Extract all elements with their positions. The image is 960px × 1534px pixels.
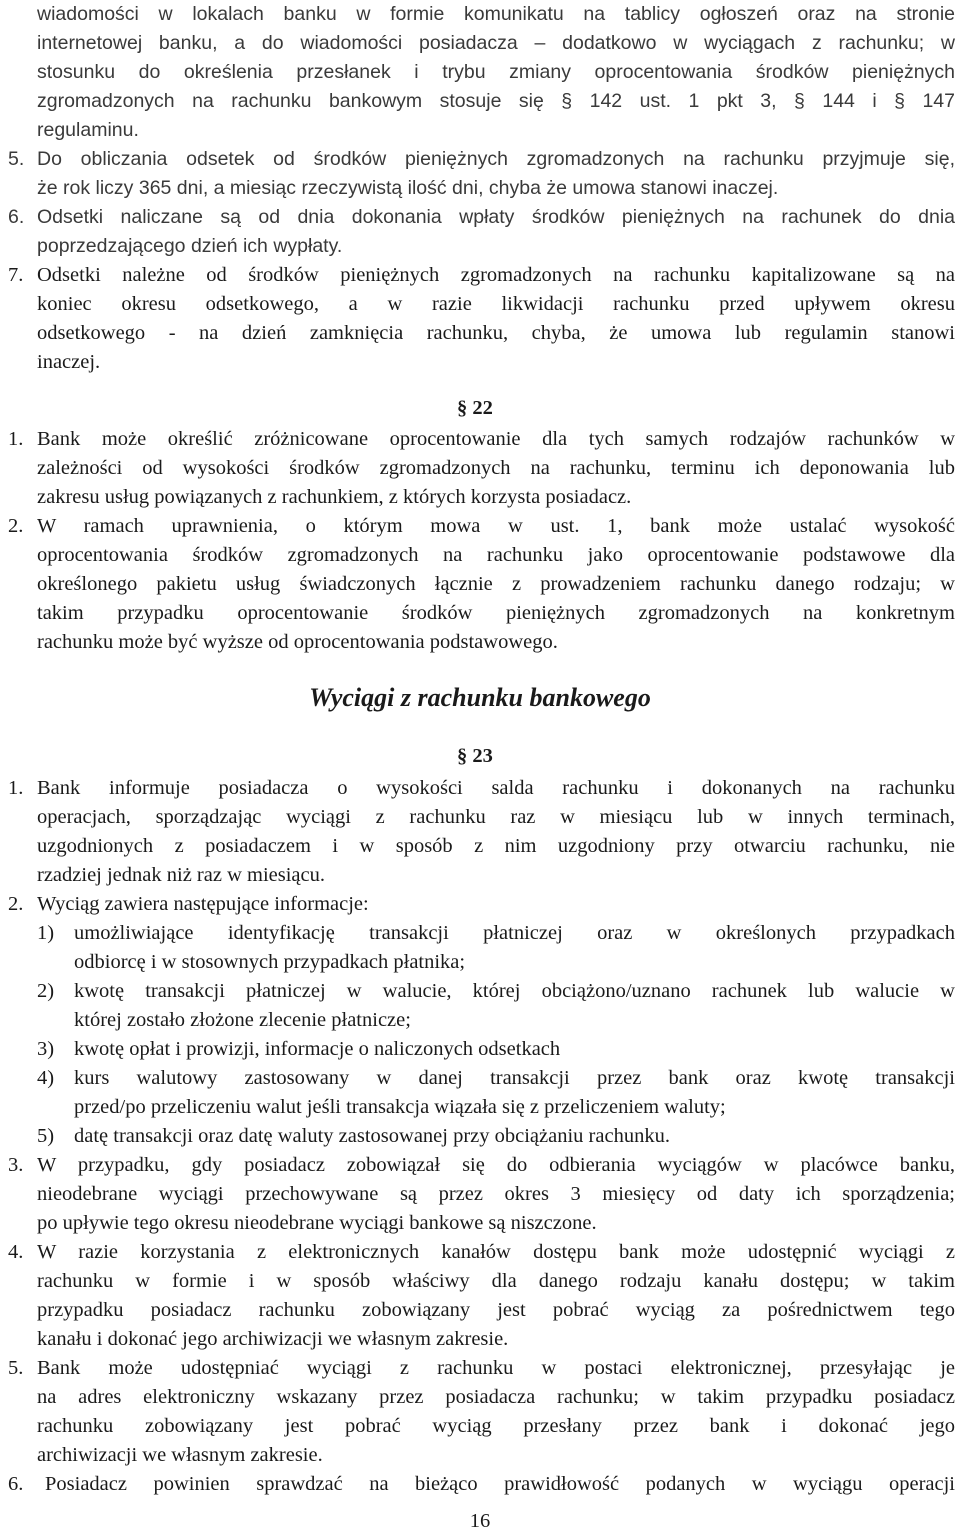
list-number: 1) [37, 922, 55, 944]
text-line: internetowej banku, a do wiadomości posiadacza – dodatkowo w wyciągach z rachunku; w [37, 32, 955, 54]
text-line: kurs walutowy zastosowany w danej transakcji przez bank oraz kwotę transakcji [74, 1067, 955, 1089]
text-line: oprocentowania środków zgromadzonych na rachunku jako oprocentowanie podstawowe dla [37, 544, 955, 566]
text-line: kanału i dokonać jego archiwizacji we własnym zakresie. [37, 1328, 509, 1350]
text-line: zgromadzonych na rachunku bankowym stosuje się § 142 ust. 1 pkt 3, § 144 i § 147 [37, 90, 955, 112]
text-line: po upływie tego okresu nieodebrane wyciągi bankowe są niszczone. [37, 1212, 597, 1234]
item-number: 5. [8, 148, 25, 170]
text-line: Odsetki należne od środków pieniężnych zgromadzonych na rachunku kapitalizowane są na [37, 264, 955, 286]
text-line: Bank może udostępniać wyciągi z rachunku w postaci elektronicznej, przesyłając je [37, 1357, 955, 1379]
text-line: Bank może określić zróżnicowane oprocentowanie dla tych samych rodzajów rachunków w [37, 428, 955, 450]
text-line: Bank informuje posiadacza o wysokości salda rachunku i dokonanych na rachunku [37, 777, 955, 799]
list-number: 5) [37, 1125, 55, 1147]
text-line: stosunku do określenia przesłanek i trybu zmiany oprocentowania środków pieniężnych [37, 61, 955, 83]
text-line: zależności od wysokości środków zgromadzonych na rachunku, terminu ich deponowania lub [37, 457, 955, 479]
text-line: zakresu usług powiązanych z rachunkiem, z których korzysta posiadacz. [37, 486, 632, 508]
text-line: W przypadku, gdy posiadacz zobowiązał się do odbierania wyciągów w placówce banku, [37, 1154, 955, 1176]
text-line: W ramach uprawnienia, o którym mowa w ust. 1, bank może ustalać wysokość [37, 515, 955, 537]
text-line: przed/po przeliczeniu walut jeśli transakcja wiązała się z przeliczeniem waluty; [74, 1096, 726, 1118]
text-line: Posiadacz powinien sprawdzać na bieżąco prawidłowość podanych w wyciągu operacji [45, 1473, 955, 1495]
item-number: 5. [8, 1357, 24, 1379]
text-line: nieodebrane wyciągi przechowywane są przez okres 3 miesięcy od daty ich sporządzenia; [37, 1183, 955, 1205]
text-line: datę transakcji oraz datę waluty zastosowanej przy obciążaniu rachunku. [74, 1125, 670, 1147]
text-line: umożliwiające identyfikację transakcji płatniczej oraz w określonych przypadkach [74, 922, 955, 944]
text-line: operacjach, sporządzając wyciągi z rachunku raz w miesiącu lub w innych terminach, [37, 806, 955, 828]
list-number: 2) [37, 980, 55, 1002]
text-line: W razie korzystania z elektronicznych kanałów dostępu bank może udostępnić wyciągi z [37, 1241, 955, 1263]
text-line: odbiorcę i w stosownych przypadkach płatnika; [74, 951, 466, 973]
text-line: Do obliczania odsetek od środków pieniężnych zgromadzonych na rachunku przyjmuje się, [37, 148, 955, 170]
text-line: że rok liczy 365 dni, a miesiąc rzeczywistą ilość dni, chyba że umowa stanowi inaczej. [37, 177, 779, 199]
list-number: 3) [37, 1038, 55, 1060]
text-line: której zostało złożone zlecenie płatnicze; [74, 1009, 411, 1031]
text-line: inaczej. [37, 351, 101, 373]
text-line: odsetkowego - na dzień zamknięcia rachunku, chyba, że umowa lub regulamin stanowi [37, 322, 955, 344]
item-number: 6. [8, 206, 25, 228]
list-number: 4) [37, 1067, 55, 1089]
text-line: kwotę transakcji płatniczej w walucie, której obciążono/uznano rachunek lub walucie w [74, 980, 955, 1002]
item-number: 6. [8, 1473, 24, 1495]
chapter-heading: Wyciągi z rachunku bankowego [309, 683, 651, 712]
text-line: archiwizacji we własnym zakresie. [37, 1444, 323, 1466]
text-line: rzadziej jednak niż raz w miesiącu. [37, 864, 325, 886]
text-line: rachunku zobowiązany jest pobrać wyciąg przesłany przez bank i dokonać jego [37, 1415, 955, 1437]
item-number: 2. [8, 893, 24, 915]
text-line: określonego pakietu usług świadczonych łącznie z prowadzeniem rachunku danego rodzaju; w [37, 573, 955, 595]
text-line: koniec okresu odsetkowego, a w razie likwidacji rachunku przed upływem okresu [37, 293, 955, 315]
section-title: § 23 [457, 745, 493, 767]
text-line: wiadomości w lokalach banku w formie komunikatu na tablicy ogłoszeń oraz na stronie [37, 3, 955, 25]
text-line: regulaminu. [37, 119, 139, 141]
text-line: rachunku w formie i w sposób właściwy dla danego rodzaju kanału dostępu; w takim [37, 1270, 955, 1292]
text-line: na adres elektroniczny wskazany przez posiadacza rachunku; w takim przypadku posiadacz [37, 1386, 955, 1408]
text-line: uzgodnionych z posiadaczem i w sposób z nim uzgodniony przy otwarciu rachunku, nie [37, 835, 955, 857]
section-title: § 22 [457, 397, 493, 419]
text-line: poprzedzającego dzień ich wypłaty. [37, 235, 343, 257]
item-number: 1. [8, 777, 24, 799]
page-number: 16 [469, 1510, 491, 1532]
item-number: 4. [8, 1241, 24, 1263]
text-line: rachunku może być wyższe od oprocentowania podstawowego. [37, 631, 558, 653]
item-number: 7. [8, 264, 24, 286]
text-line: przypadku posiadacz rachunku zobowiązany jest pobrać wyciąg za pośrednictwem tego [37, 1299, 955, 1321]
text-line: kwotę opłat i prowizji, informacje o naliczonych odsetkach [74, 1038, 561, 1060]
text-line: Odsetki naliczane są od dnia dokonania wpłaty środków pieniężnych na rachunek do dnia [37, 206, 955, 228]
item-number: 3. [8, 1154, 24, 1176]
text-line: takim przypadku oprocentowanie środków pieniężnych zgromadzonych na konkretnym [37, 602, 955, 624]
item-number: 2. [8, 515, 24, 537]
text-line: Wyciąg zawiera następujące informacje: [37, 893, 369, 915]
item-number: 1. [8, 428, 24, 450]
